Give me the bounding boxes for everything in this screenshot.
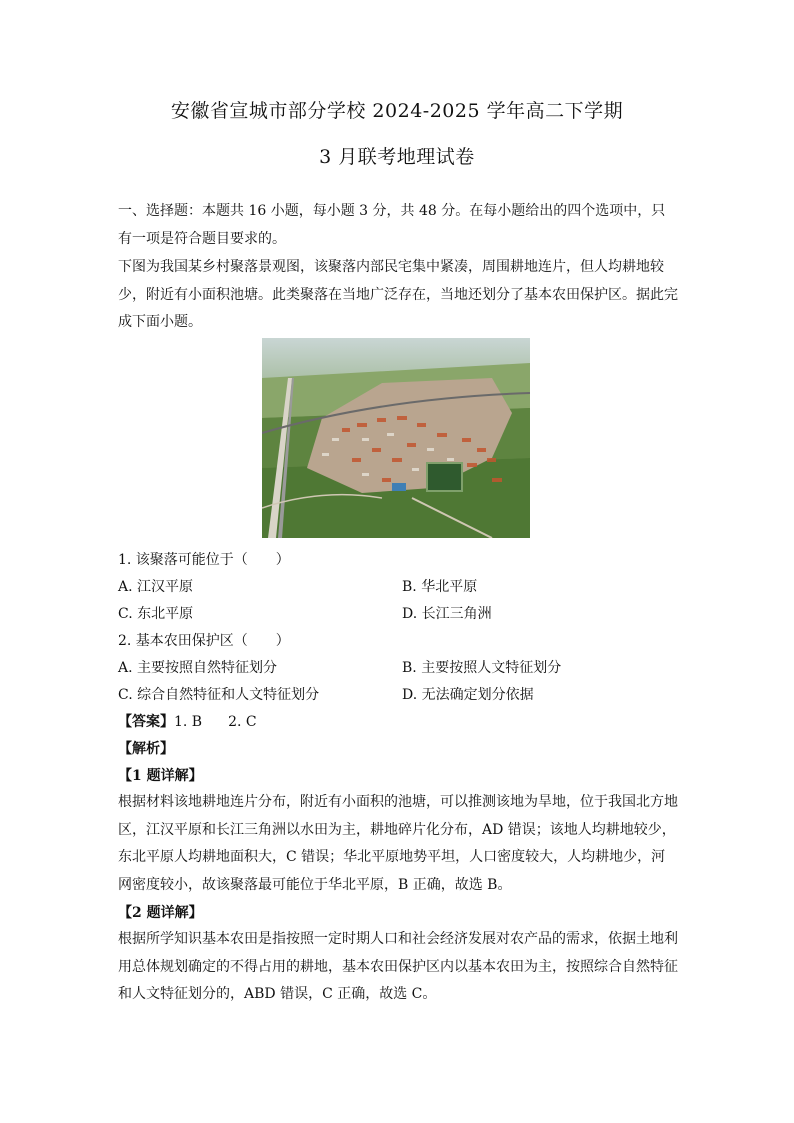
question-2-option-a: A. 主要按照自然特征划分	[118, 660, 278, 676]
title-line-2: 3 月联考地理试卷	[319, 146, 475, 168]
question-1-option-a: A. 江汉平原	[118, 579, 194, 595]
question-1-option-b: B. 华北平原	[402, 579, 478, 595]
answer-2: 2. C	[228, 714, 257, 730]
analysis-q1-label: 【1 题详解】	[118, 768, 203, 784]
answer-label: 【答案】	[118, 714, 174, 730]
question-1-option-d: D. 长江三角洲	[402, 606, 492, 622]
analysis-q2-text: 根据所学知识基本农田是指按照一定时期人口和社会经济发展对农产品的需求，依据土地利用总体规划确定的不得占用的耕地，基本农田保护区内以基本农田为主，按照综合自然特征和人文特征划分的，ABD 错误，C 正确，故选 C。	[118, 931, 678, 1002]
section-intro: 一、选择题：本题共 16 小题，每小题 3 分，共 48 分。在每小题给出的四个选项中，只有一项是符合题目要求的。	[118, 203, 666, 247]
analysis-q1-text: 根据材料该地耕地连片分布，附近有小面积的池塘，可以推测该地为旱地，位于我国北方地区，江汉平原和长江三角洲以水田为主，耕地碎片化分布，AD 错误；该地人均耕地较少，东北平原人均耕地面积大，C 错误；华北平原地势平坦，人口密度较大，人均耕地少，河网密度较小，故该聚落最可能位于华北平原，B 正确，故选 B。	[118, 794, 678, 893]
title-line-1: 安徽省宣城市部分学校 2024-2025 学年高二下学期	[170, 100, 624, 122]
question-1-option-c: C. 东北平原	[118, 606, 194, 622]
question-2-option-b: B. 主要按照人文特征划分	[402, 660, 562, 676]
analysis-label: 【解析】	[118, 741, 174, 757]
question-1-stem: 1. 该聚落可能位于（ ）	[118, 552, 290, 568]
question-2-option-c: C. 综合自然特征和人文特征划分	[118, 687, 320, 703]
question-2-option-d: D. 无法确定划分依据	[402, 687, 534, 703]
analysis-q2-label: 【2 题详解】	[118, 905, 203, 921]
answer-line	[118, 711, 257, 731]
material-text: 下图为我国某乡村聚落景观图，该聚落内部民宅集中紧凑，周围耕地连片，但人均耕地较少，附近有小面积池塘。此类聚落在当地广泛存在，当地还划分了基本农田保护区。据此完成下面小题。	[118, 259, 678, 330]
question-2-stem: 2. 基本农田保护区（ ）	[118, 633, 290, 649]
village-aerial-photo	[262, 338, 530, 538]
answer-1: 1. B	[174, 714, 203, 730]
